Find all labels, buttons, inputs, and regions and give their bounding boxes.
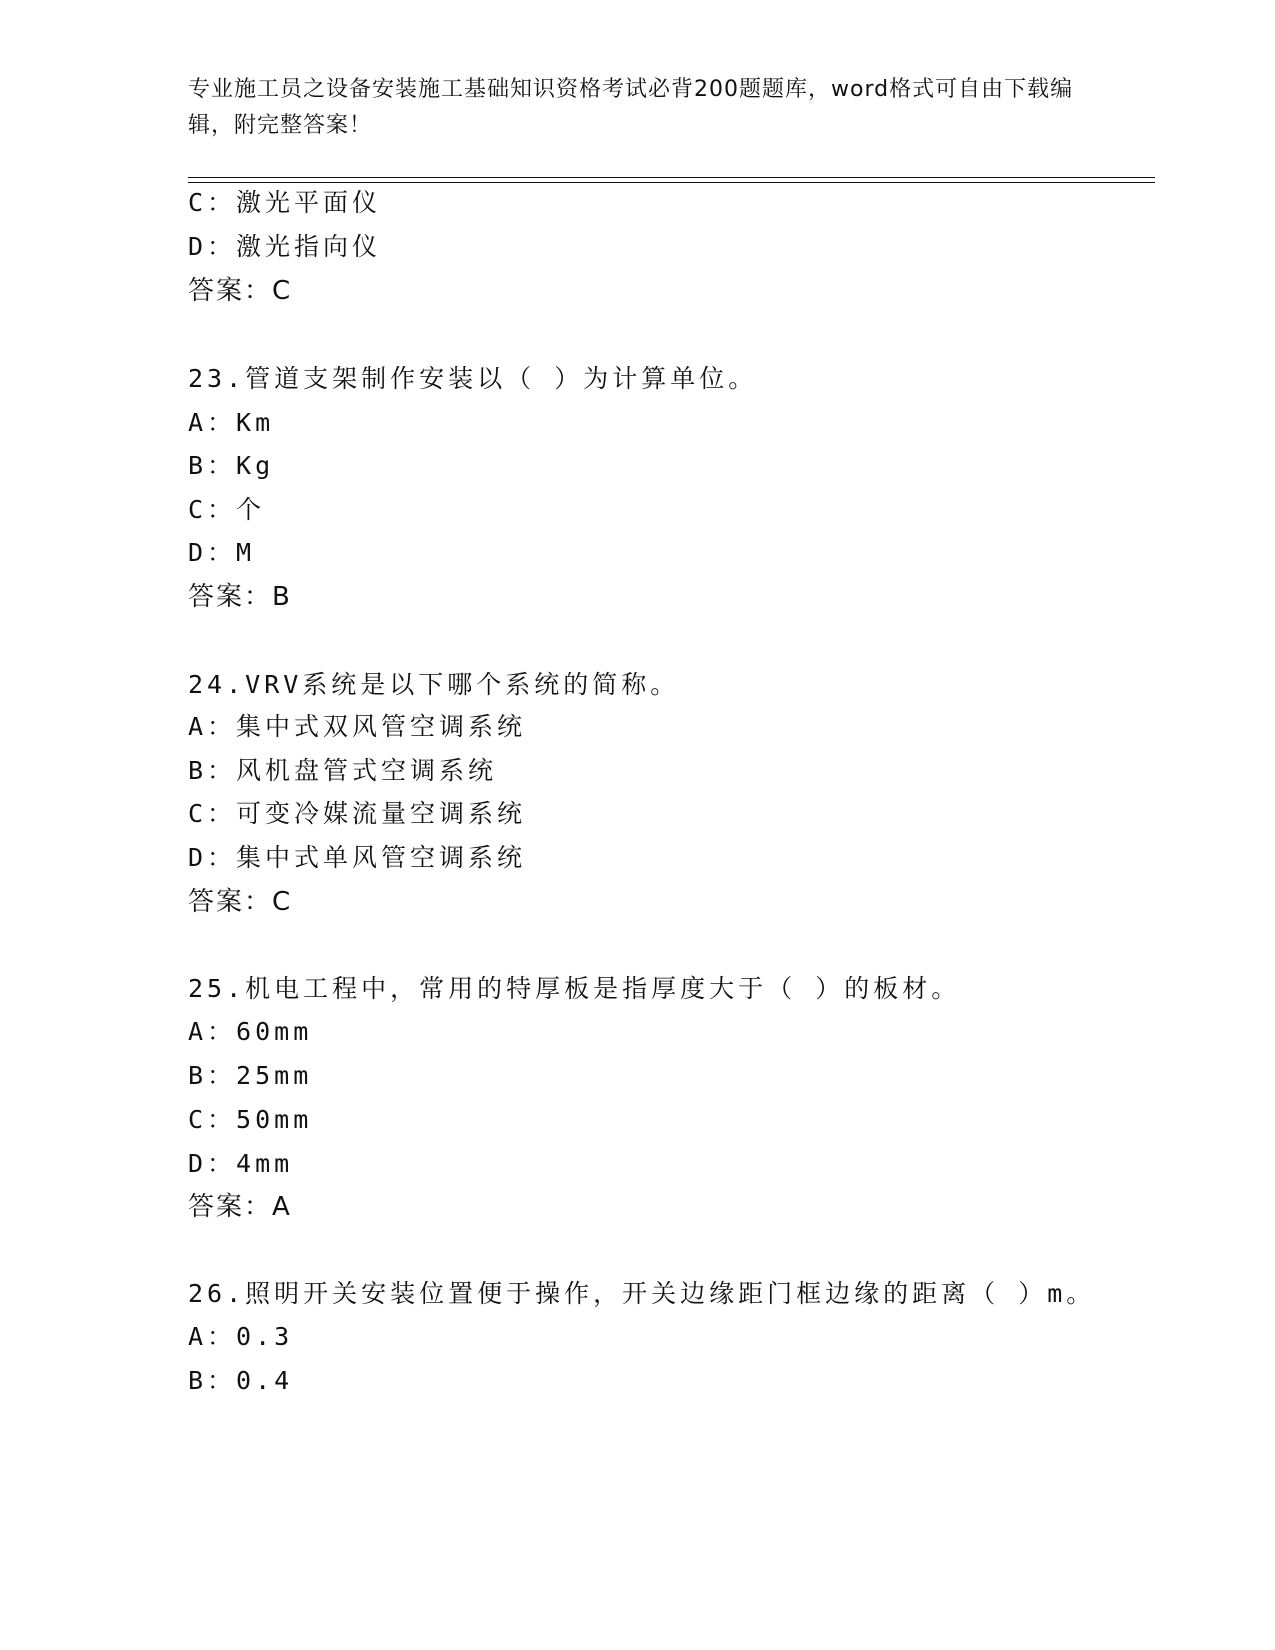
question-26: 26.照明开关安装位置便于操作，开关边缘距门框边缘的距离（ ）m。 [188,1279,1096,1308]
option-d: D：M [188,538,256,567]
option-b: B：0.4 [188,1366,294,1395]
option-c: C：激光平面仪 [188,188,382,217]
option-d: D：激光指向仪 [188,232,382,261]
option-a: A：60mm [188,1017,313,1046]
option-c: C：个 [188,495,266,524]
question-25: 25.机电工程中，常用的特厚板是指厚度大于（ ）的板材。 [188,974,961,1003]
option-a: A：Km [188,408,275,437]
header-divider-top [188,177,1155,178]
answer: 答案：A [188,1192,292,1222]
option-a: A：集中式双风管空调系统 [188,712,527,741]
option-b: B：Kg [188,451,275,480]
header-divider-bottom [188,182,1155,183]
option-c: C：50mm [188,1105,313,1134]
option-a: A：0.3 [188,1322,294,1351]
document-header: 专业施工员之设备安装施工基础知识资格考试必背200题题库，word格式可自由下载编辑，附完整答案！ [188,77,1074,138]
answer: 答案：B [188,582,292,612]
option-d: D：4mm [188,1149,294,1178]
option-b: B：风机盘管式空调系统 [188,756,498,785]
answer: 答案：C [188,887,293,917]
option-d: D：集中式单风管空调系统 [188,843,527,872]
option-b: B：25mm [188,1061,313,1090]
question-23: 23.管道支架制作安装以（ ）为计算单位。 [188,364,758,393]
option-c: C：可变冷媒流量空调系统 [188,799,527,828]
answer: 答案：C [188,276,293,306]
question-24: 24.VRV系统是以下哪个系统的简称。 [188,670,680,699]
